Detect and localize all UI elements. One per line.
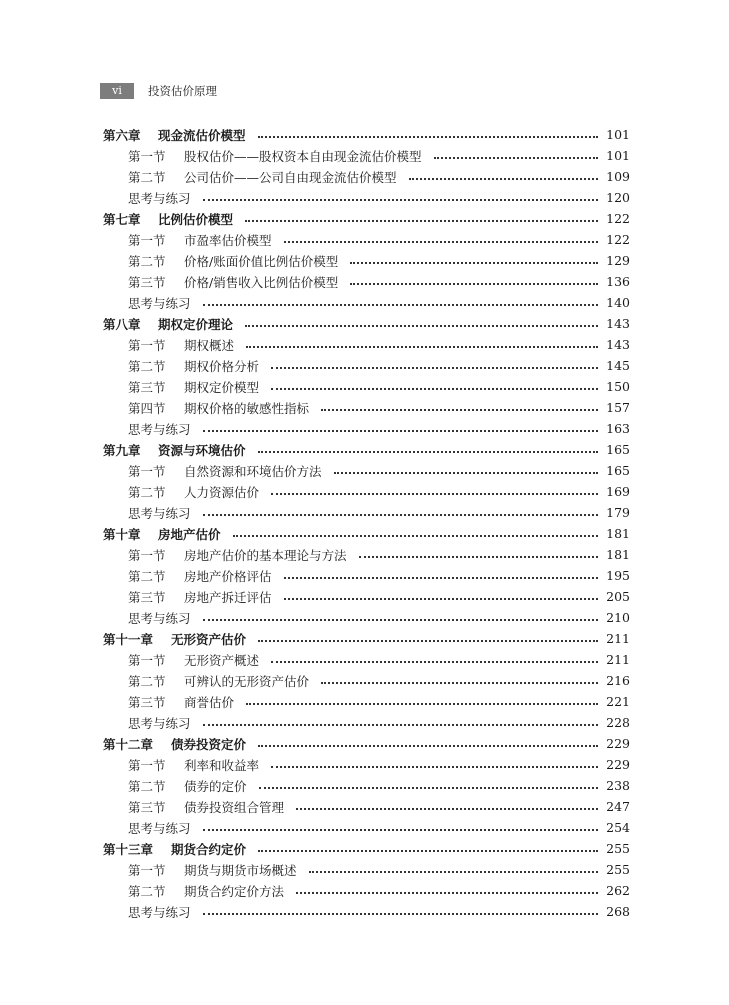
entry-label: 第一节 xyxy=(128,862,166,878)
entry-page-number: 229 xyxy=(606,736,630,751)
entry-title: 市盈率估价模型 xyxy=(184,232,272,248)
dot-leader xyxy=(258,451,598,453)
toc-exercise-entry[interactable] xyxy=(103,187,630,208)
entry-title: 思考与练习 xyxy=(128,610,191,626)
entry-page-number: 140 xyxy=(606,295,630,310)
entry-label: 第一节 xyxy=(128,148,166,164)
toc-chapter-entry[interactable] xyxy=(103,628,630,649)
entry-title: 期货合约定价方法 xyxy=(184,883,285,899)
toc-section-entry[interactable] xyxy=(103,775,630,796)
dot-leader xyxy=(203,724,598,726)
entry-page-number: 228 xyxy=(606,715,630,730)
entry-label: 第一节 xyxy=(128,232,166,248)
toc-section-entry[interactable] xyxy=(103,460,630,481)
entry-page-number: 247 xyxy=(606,799,630,814)
entry-label: 第二节 xyxy=(128,673,166,689)
entry-title: 房地产估价的基本理论与方法 xyxy=(184,547,347,563)
entry-page-number: 163 xyxy=(606,421,630,436)
entry-title: 思考与练习 xyxy=(128,820,191,836)
toc-exercise-entry[interactable] xyxy=(103,292,630,313)
entry-title: 现金流估价模型 xyxy=(158,127,246,143)
entry-title: 无形资产估价 xyxy=(171,631,247,647)
dot-leader xyxy=(258,850,598,852)
entry-label: 第二节 xyxy=(128,169,166,185)
toc-section-entry[interactable] xyxy=(103,586,630,607)
entry-label: 第一节 xyxy=(128,337,166,353)
entry-page-number: 205 xyxy=(606,589,630,604)
dot-leader xyxy=(271,661,598,663)
entry-page-number: 109 xyxy=(606,169,630,184)
entry-title: 比例估价模型 xyxy=(158,211,234,227)
entry-title: 期权价格的敏感性指标 xyxy=(184,400,310,416)
entry-label: 第四节 xyxy=(128,400,166,416)
toc-chapter-entry[interactable] xyxy=(103,733,630,754)
entry-label: 第三节 xyxy=(128,274,166,290)
toc-section-entry[interactable] xyxy=(103,565,630,586)
entry-page-number: 150 xyxy=(606,379,630,394)
entry-title: 房地产估价 xyxy=(158,526,221,542)
entry-page-number: 195 xyxy=(606,568,630,583)
entry-page-number: 238 xyxy=(606,778,630,793)
dot-leader xyxy=(245,325,598,327)
dot-leader xyxy=(296,808,598,810)
dot-leader xyxy=(271,766,598,768)
entry-label: 第一节 xyxy=(128,463,166,479)
entry-title: 自然资源和环境估价方法 xyxy=(184,463,322,479)
entry-label: 第一节 xyxy=(128,547,166,563)
dot-leader xyxy=(321,682,598,684)
toc-section-entry[interactable] xyxy=(103,544,630,565)
entry-page-number: 211 xyxy=(606,631,630,646)
entry-title: 无形资产概述 xyxy=(184,652,260,668)
toc-section-entry[interactable] xyxy=(103,334,630,355)
dot-leader xyxy=(245,220,598,222)
table-of-contents xyxy=(103,124,630,922)
entry-label: 第七章 xyxy=(103,211,141,227)
entry-label: 第二节 xyxy=(128,568,166,584)
entry-title: 债券投资组合管理 xyxy=(184,799,285,815)
entry-title: 房地产拆迁评估 xyxy=(184,589,272,605)
toc-section-entry[interactable] xyxy=(103,691,630,712)
dot-leader xyxy=(271,367,598,369)
toc-section-entry[interactable] xyxy=(103,229,630,250)
entry-page-number: 122 xyxy=(606,232,630,247)
entry-title: 期货合约定价 xyxy=(171,841,247,857)
toc-section-entry[interactable] xyxy=(103,250,630,271)
entry-page-number: 165 xyxy=(606,463,630,478)
dot-leader xyxy=(309,871,598,873)
dot-leader xyxy=(334,472,598,474)
entry-page-number: 129 xyxy=(606,253,630,268)
entry-title: 思考与练习 xyxy=(128,421,191,437)
entry-label: 第二节 xyxy=(128,358,166,374)
entry-title: 期权定价模型 xyxy=(184,379,260,395)
toc-section-entry[interactable] xyxy=(103,754,630,775)
toc-section-entry[interactable] xyxy=(103,271,630,292)
entry-title: 期权价格分析 xyxy=(184,358,260,374)
dot-leader xyxy=(350,262,598,264)
entry-page-number: 229 xyxy=(606,757,630,772)
dot-leader xyxy=(258,136,598,138)
entry-page-number: 268 xyxy=(606,904,630,919)
dot-leader xyxy=(284,598,598,600)
entry-title: 人力资源估价 xyxy=(184,484,260,500)
entry-page-number: 255 xyxy=(606,862,630,877)
toc-section-entry[interactable] xyxy=(103,481,630,502)
dot-leader xyxy=(203,619,598,621)
toc-chapter-entry[interactable] xyxy=(103,124,630,145)
entry-label: 第六章 xyxy=(103,127,141,143)
entry-label: 第三节 xyxy=(128,799,166,815)
entry-label: 第二节 xyxy=(128,253,166,269)
dot-leader xyxy=(350,283,598,285)
entry-label: 第九章 xyxy=(103,442,141,458)
entry-title: 思考与练习 xyxy=(128,715,191,731)
dot-leader xyxy=(271,493,598,495)
toc-section-entry[interactable] xyxy=(103,859,630,880)
entry-label: 第一节 xyxy=(128,652,166,668)
dot-leader xyxy=(296,892,598,894)
entry-label: 第一节 xyxy=(128,757,166,773)
entry-page-number: 143 xyxy=(606,316,630,331)
toc-exercise-entry[interactable] xyxy=(103,817,630,838)
dot-leader xyxy=(246,703,598,705)
entry-label: 第二节 xyxy=(128,778,166,794)
entry-title: 思考与练习 xyxy=(128,190,191,206)
entry-title: 房地产价格评估 xyxy=(184,568,272,584)
entry-page-number: 145 xyxy=(606,358,630,373)
dot-leader xyxy=(434,157,598,159)
entry-page-number: 181 xyxy=(606,547,630,562)
toc-section-entry[interactable] xyxy=(103,397,630,418)
toc-section-entry[interactable] xyxy=(103,166,630,187)
dot-leader xyxy=(258,745,598,747)
page-number: vi xyxy=(100,83,134,99)
entry-title: 思考与练习 xyxy=(128,295,191,311)
book-title: 投资估价原理 xyxy=(148,84,217,98)
entry-label: 第三节 xyxy=(128,694,166,710)
toc-exercise-entry[interactable] xyxy=(103,901,630,922)
entry-title: 商誉估价 xyxy=(184,694,235,710)
dot-leader xyxy=(359,556,598,558)
entry-page-number: 181 xyxy=(606,526,630,541)
entry-page-number: 136 xyxy=(606,274,630,289)
entry-title: 期权概述 xyxy=(184,337,235,353)
entry-title: 股权估价——股权资本自由现金流估价模型 xyxy=(184,148,422,164)
entry-title: 公司估价——公司自由现金流估价模型 xyxy=(184,169,397,185)
dot-leader xyxy=(203,913,598,915)
entry-label: 第十二章 xyxy=(103,736,154,752)
entry-label: 第三节 xyxy=(128,379,166,395)
toc-section-entry[interactable] xyxy=(103,355,630,376)
toc-chapter-entry[interactable] xyxy=(103,313,630,334)
running-header xyxy=(100,83,217,99)
dot-leader xyxy=(203,430,598,432)
toc-chapter-entry[interactable] xyxy=(103,523,630,544)
entry-title: 资源与环境估价 xyxy=(158,442,246,458)
toc-exercise-entry[interactable] xyxy=(103,712,630,733)
entry-title: 债券的定价 xyxy=(184,778,247,794)
entry-label: 第十三章 xyxy=(103,841,154,857)
dot-leader xyxy=(203,199,598,201)
toc-chapter-entry[interactable] xyxy=(103,439,630,460)
entry-page-number: 216 xyxy=(606,673,630,688)
toc-section-entry[interactable] xyxy=(103,376,630,397)
entry-page-number: 101 xyxy=(606,148,630,163)
entry-page-number: 210 xyxy=(606,610,630,625)
entry-page-number: 165 xyxy=(606,442,630,457)
entry-page-number: 157 xyxy=(606,400,630,415)
entry-page-number: 179 xyxy=(606,505,630,520)
entry-label: 第二节 xyxy=(128,484,166,500)
entry-label: 第十一章 xyxy=(103,631,154,647)
dot-leader xyxy=(409,178,598,180)
dot-leader xyxy=(203,514,598,516)
entry-page-number: 255 xyxy=(606,841,630,856)
entry-page-number: 101 xyxy=(606,127,630,142)
entry-title: 债券投资定价 xyxy=(171,736,247,752)
dot-leader xyxy=(259,787,598,789)
entry-title: 可辨认的无形资产估价 xyxy=(184,673,310,689)
dot-leader xyxy=(203,304,598,306)
dot-leader xyxy=(258,640,598,642)
entry-title: 期权定价理论 xyxy=(158,316,234,332)
entry-title: 利率和收益率 xyxy=(184,757,260,773)
entry-page-number: 169 xyxy=(606,484,630,499)
toc-exercise-entry[interactable] xyxy=(103,607,630,628)
entry-title: 思考与练习 xyxy=(128,904,191,920)
toc-section-entry[interactable] xyxy=(103,145,630,166)
entry-label: 第十章 xyxy=(103,526,141,542)
entry-page-number: 254 xyxy=(606,820,630,835)
dot-leader xyxy=(246,346,598,348)
toc-exercise-entry[interactable] xyxy=(103,502,630,523)
entry-title: 思考与练习 xyxy=(128,505,191,521)
entry-page-number: 143 xyxy=(606,337,630,352)
dot-leader xyxy=(233,535,598,537)
dot-leader xyxy=(284,577,598,579)
dot-leader xyxy=(203,829,598,831)
entry-label: 第三节 xyxy=(128,589,166,605)
dot-leader xyxy=(321,409,598,411)
entry-page-number: 211 xyxy=(606,652,630,667)
toc-section-entry[interactable] xyxy=(103,796,630,817)
entry-page-number: 262 xyxy=(606,883,630,898)
toc-section-entry[interactable] xyxy=(103,649,630,670)
dot-leader xyxy=(271,388,598,390)
toc-chapter-entry[interactable] xyxy=(103,838,630,859)
entry-page-number: 221 xyxy=(606,694,630,709)
entry-page-number: 120 xyxy=(606,190,630,205)
entry-label: 第二节 xyxy=(128,883,166,899)
toc-chapter-entry[interactable] xyxy=(103,208,630,229)
dot-leader xyxy=(284,241,598,243)
toc-section-entry[interactable] xyxy=(103,670,630,691)
entry-label: 第八章 xyxy=(103,316,141,332)
toc-section-entry[interactable] xyxy=(103,880,630,901)
entry-title: 价格/账面价值比例估价模型 xyxy=(184,253,339,269)
entry-page-number: 122 xyxy=(606,211,630,226)
entry-title: 期货与期货市场概述 xyxy=(184,862,297,878)
entry-title: 价格/销售收入比例估价模型 xyxy=(184,274,339,290)
toc-exercise-entry[interactable] xyxy=(103,418,630,439)
